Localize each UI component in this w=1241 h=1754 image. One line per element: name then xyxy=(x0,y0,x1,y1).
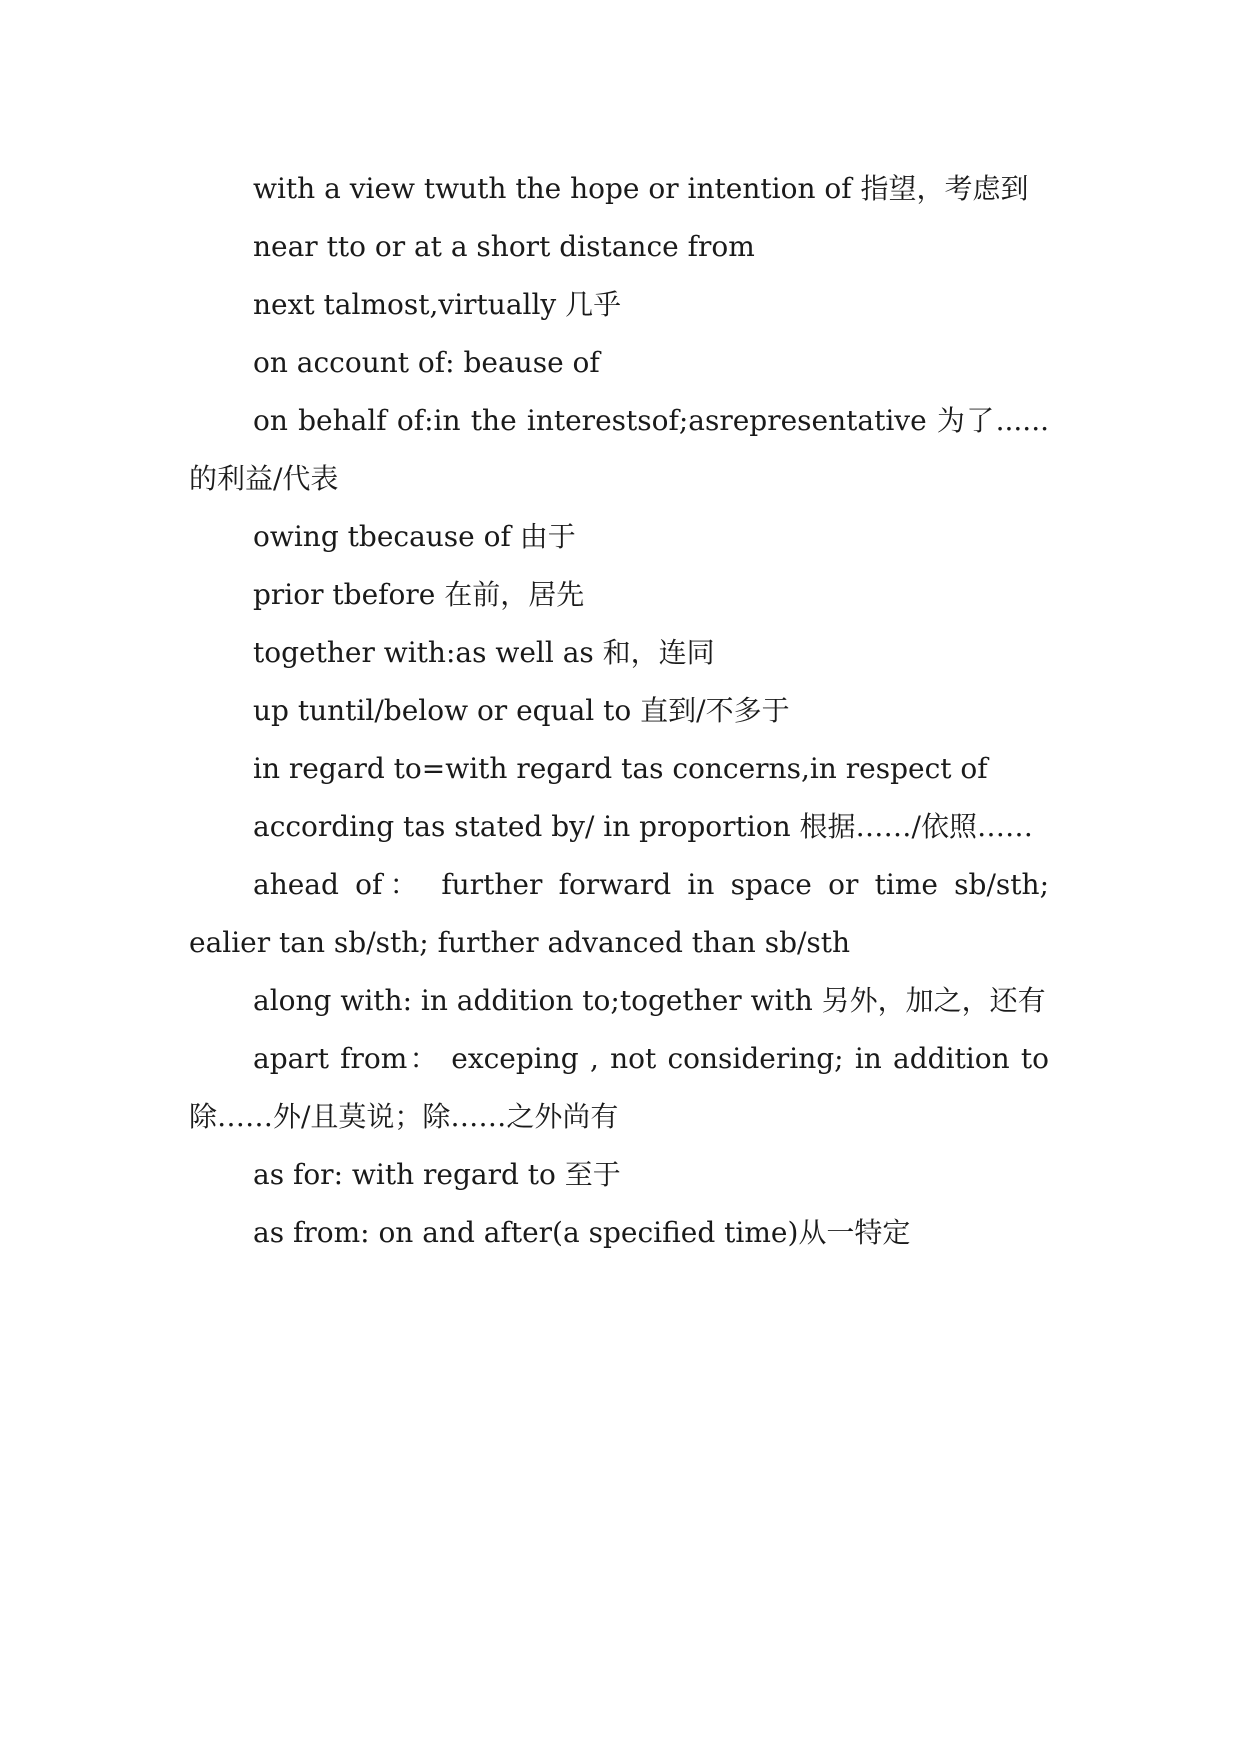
paragraph: on behalf of:in the interestsof;asrepresentative 为了......的利益/代表 xyxy=(189,404,1049,495)
paragraph: prior tbefore 在前，居先 xyxy=(253,578,585,611)
paragraph: in regard to=with regard tas concerns,in respect of xyxy=(253,752,988,785)
document-body xyxy=(189,160,1049,1262)
paragraph: up tuntil/below or equal to 直到/不多于 xyxy=(253,694,790,727)
paragraph: along with: in addition to;together with 另外，加之，还有 xyxy=(253,984,1046,1017)
paragraph: owing tbecause of 由于 xyxy=(253,520,576,553)
paragraph: apart from： exceping , not considering; in addition to 除……外/且莫说；除……之外尚有 xyxy=(189,1042,1049,1133)
paragraph: next talmost,virtually 几乎 xyxy=(253,288,622,321)
paragraph: near tto or at a short distance from xyxy=(253,230,755,263)
paragraph: as for: with regard to 至于 xyxy=(253,1158,621,1191)
paragraph: with a view twuth the hope or intention of 指望，考虑到 xyxy=(253,172,1029,205)
paragraph: on account of: beause of xyxy=(253,346,600,379)
paragraph: ahead of： further forward in space or time sb/sth; ealier tan sb/sth; further advanced than sb/sth xyxy=(189,868,1049,959)
paragraph: according tas stated by/ in proportion 根据……/依照…… xyxy=(253,810,1033,843)
paragraph: as from: on and after(a specified time)从一特定 xyxy=(253,1216,911,1249)
paragraph: together with:as well as 和，连同 xyxy=(253,636,715,669)
